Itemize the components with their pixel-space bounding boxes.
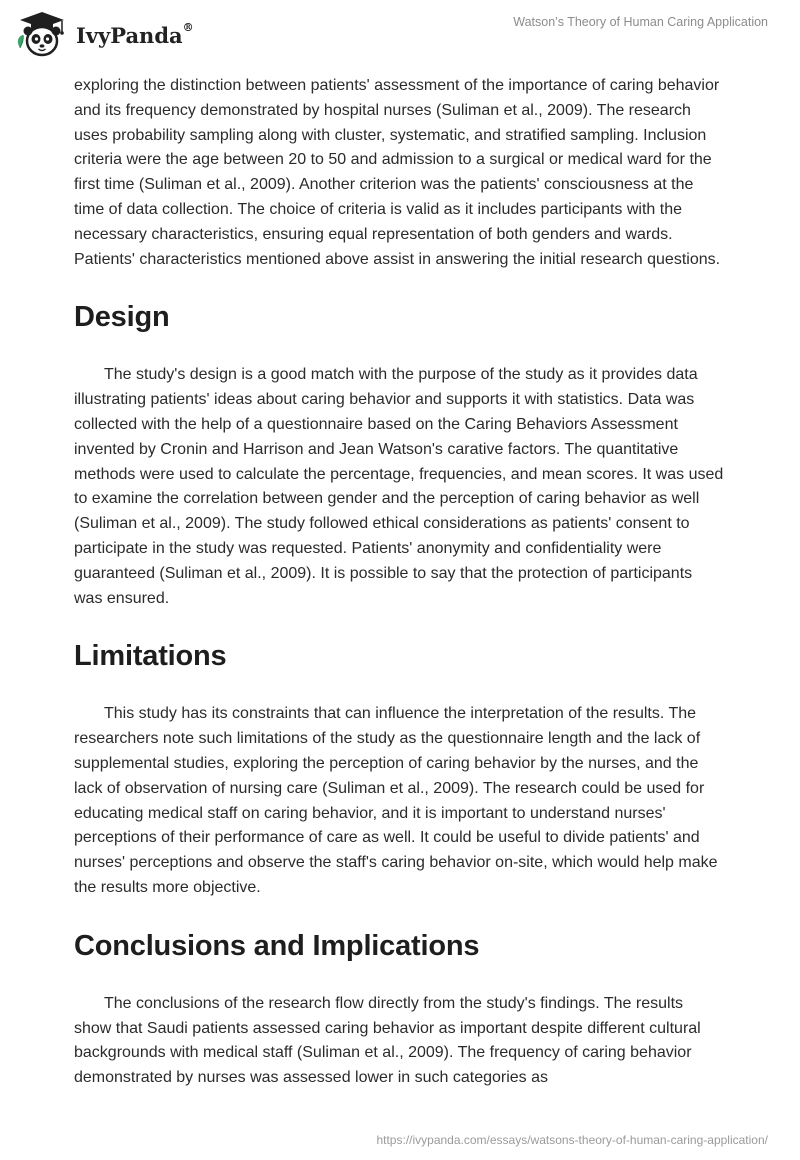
limitations-paragraph: This study has its constraints that can influence the interpretation of the results. The researchers note such limitations of the study as the questionnaire length and the lack of supplemental studies, exploring the perception of caring behavior by the nurses, and the lack of observation of nursing care (Suliman et al., 2009). The research could be used for educating medical staff on caring behavior, and it is important to understand nurses' perceptions of their performance of care as well. It could be useful to divide patients' and nurses' perceptions and observe the staff's caring behavior on-site, which would help make the results more objective. (74, 705, 718, 896)
section-heading-design: Design (74, 301, 170, 334)
essay-content (74, 74, 724, 1091)
document-title: Watson’s Theory of Human Caring Application (513, 15, 768, 29)
section-heading-conclusions: Conclusions and Implications (74, 929, 480, 962)
panda-graduation-cap-icon (14, 8, 70, 60)
source-url[interactable]: https://ivypanda.com/essays/watsons-theory-of-human-caring-application/ (376, 1133, 768, 1147)
intro-paragraph: exploring the distinction between patients' assessment of the importance of caring behavior and its frequency demonstrated by hospital nurses (Suliman et al., 2009). The research uses probability sampling along with cluster, systematic, and stratified sampling. Inclusion criteria were the age between 20 to 50 and admission to a surgical or medical ward for the first time (Suliman et al., 2009). Another criterion was the patients' consciousness at the time of data collection. The choice of criteria is valid as it includes participants with the necessary characteristics, ensuring equal representation of both genders and wards. Patients' characteristics mentioned above assist in answering the initial research questions. (74, 77, 721, 268)
ivypanda-logo[interactable] (14, 8, 194, 60)
brand-name: IvyPanda® (76, 20, 194, 48)
page-header (0, 0, 800, 70)
conclusions-paragraph: The conclusions of the research flow directly from the study's findings. The results show that Saudi patients assessed caring behavior as important despite different cultural backgrounds with medical staff (Suliman et al., 2009). The frequency of caring behavior demonstrated by nurses was assessed lower in such categories as (74, 994, 701, 1087)
design-paragraph: The study's design is a good match with the purpose of the study as it provides data illustrating patients' ideas about caring behavior and supports it with statistics. Data was collected with the help of a questionnaire based on the Caring Behaviors Assessment invented by Cronin and Harrison and Jean Watson's carative factors. The quantitative methods were used to calculate the percentage, frequencies, and mean scores. It was used to examine the correlation between gender and the perception of caring behavior as well (Suliman et al., 2009). The study followed ethical considerations as patients' consent to participate in the study was requested. Patients' anonymity and confidentiality were guaranteed (Suliman et al., 2009). It is possible to say that the protection of participants was ensured. (74, 366, 724, 607)
section-heading-limitations: Limitations (74, 640, 227, 673)
